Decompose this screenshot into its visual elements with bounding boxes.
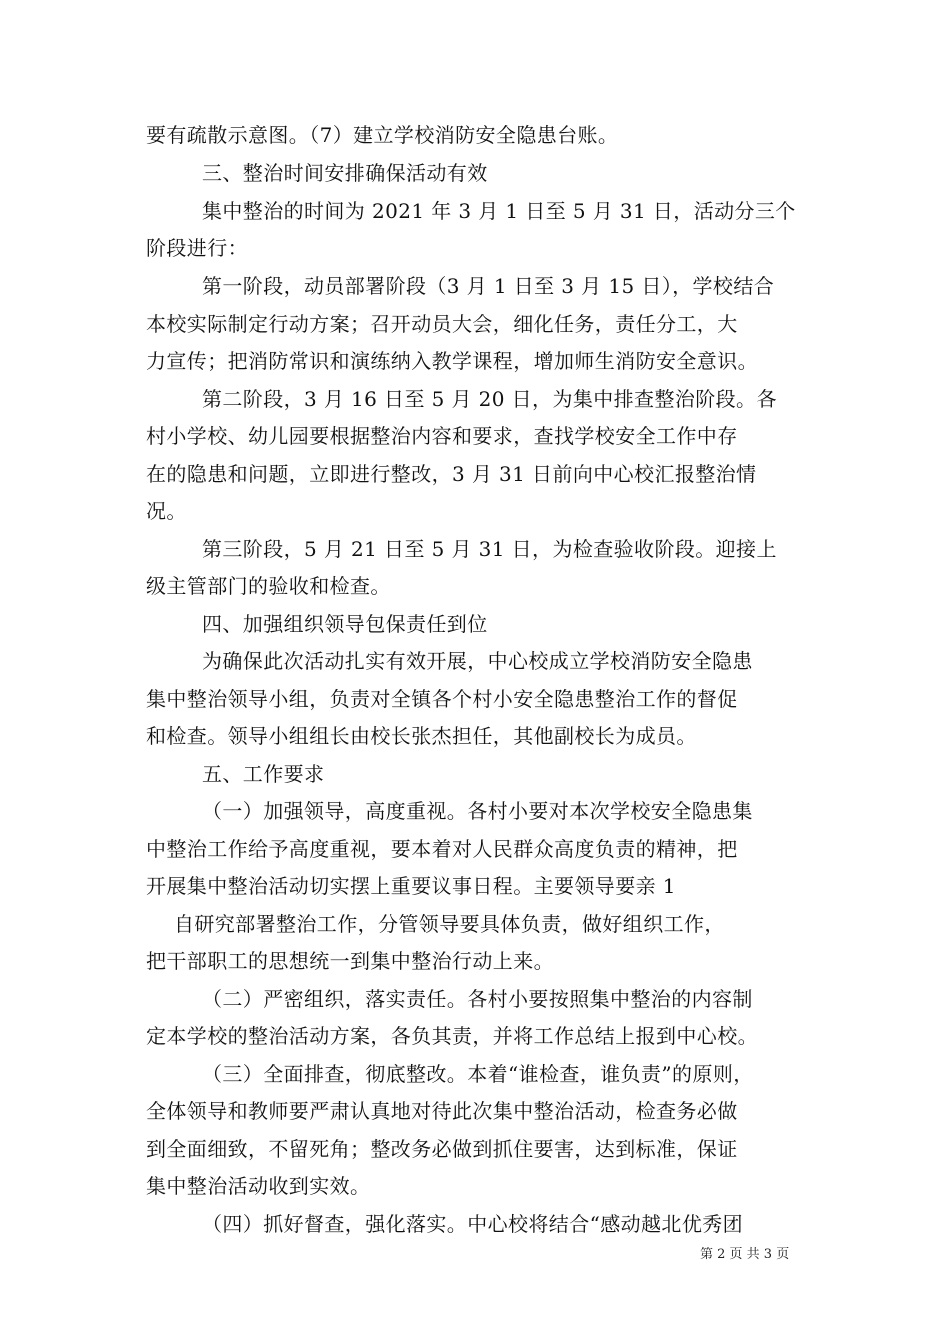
text-line: 第二阶段，3 月 16 日至 5 月 20 日，为集中排查整治阶段。各: [202, 387, 777, 411]
page-number: 第 2 页 共 3 页: [700, 1247, 790, 1262]
text-line: 到全面细致，不留死角；整改务必做到抓住要害，达到标准，保证: [146, 1137, 738, 1161]
text-line: 集中整治领导小组，负责对全镇各个村小安全隐患整治工作的督促: [146, 687, 738, 711]
text-line: 和检查。领导小组组长由校长张杰担任，其他副校长为成员。: [146, 724, 697, 748]
text-line: 自研究部署整治工作，分管领导要具体负责，做好组织工作，: [174, 912, 725, 936]
text-line: （二）严密组织，落实责任。各村小要按照集中整治的内容制: [202, 987, 753, 1011]
text-line: 村小学校、幼儿园要根据整治内容和要求，查找学校安全工作中存: [146, 424, 738, 448]
text-line: 集中整治的时间为 2021 年 3 月 1 日至 5 月 31 日，活动分三个: [202, 199, 796, 223]
text-line: （三）全面排查，彻底整改。本着“谁检查，谁负责”的原则，: [202, 1062, 754, 1086]
text-line: 级主管部门的验收和检查。: [146, 574, 391, 598]
text-line: （四）抓好督查，强化落实。中心校将结合“感动越北优秀团: [202, 1212, 744, 1236]
section-heading: 三、整治时间安排确保活动有效: [202, 161, 488, 185]
text-line: 第三阶段，5 月 21 日至 5 月 31 日，为检查验收阶段。迎接上: [202, 537, 777, 561]
text-line: 本校实际制定行动方案；召开动员大会，细化任务，责任分工，大: [146, 312, 738, 336]
text-line: （一）加强领导，高度重视。各村小要对本次学校安全隐患集: [202, 799, 753, 823]
section-heading: 五、工作要求: [202, 762, 325, 786]
text-line: 开展集中整治活动切实摆上重要议事日程。主要领导要亲 1: [146, 874, 676, 898]
text-line: 阶段进行：: [146, 236, 248, 260]
text-line: 把干部职工的思想统一到集中整治行动上来。: [146, 949, 554, 973]
text-line: 在的隐患和问题，立即进行整改，3 月 31 日前向中心校汇报整治情: [146, 462, 757, 486]
text-line: 况。: [146, 499, 187, 523]
text-line: 要有疏散示意图。（7）建立学校消防安全隐患台账。: [146, 123, 619, 147]
text-line: 为确保此次活动扎实有效开展，中心校成立学校消防安全隐患: [202, 649, 753, 673]
text-line: 中整治工作给予高度重视，要本着对人民群众高度负责的精神，把: [146, 837, 738, 861]
text-line: 集中整治活动收到实效。: [146, 1174, 371, 1198]
text-line: 第一阶段，动员部署阶段（3 月 1 日至 3 月 15 日），学校结合: [202, 274, 775, 298]
text-line: 定本学校的整治活动方案，各负其责，并将工作总结上报到中心校。: [146, 1024, 758, 1048]
section-heading: 四、加强组织领导包保责任到位: [202, 612, 488, 636]
text-line: 全体领导和教师要严肃认真地对待此次集中整治活动，检查务必做: [146, 1099, 738, 1123]
text-line: 力宣传；把消防常识和演练纳入教学课程，增加师生消防安全意识。: [146, 349, 758, 373]
